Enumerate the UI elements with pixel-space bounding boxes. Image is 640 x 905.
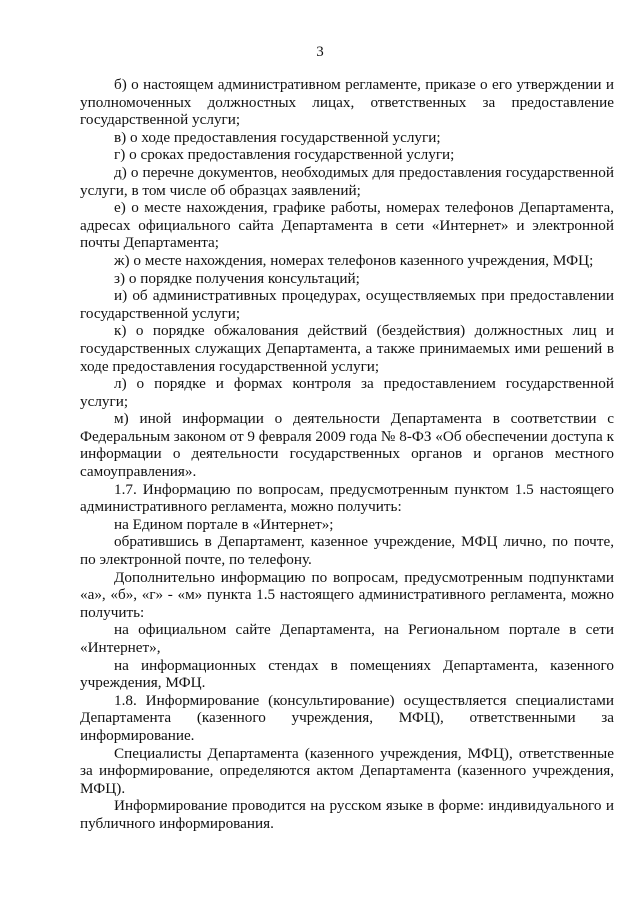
paragraph-m: м) иной информации о деятельности Департамента в соответствии с Федеральным законом от 9 февраля 2009 года № 8-ФЗ «Об обеспечении доступа к информации о деятельности государственных органов и органов местного самоуправления».	[80, 410, 614, 481]
paragraph-language: Информирование проводится на русском языке в форме: индивидуального и публичного информирования.	[80, 797, 614, 832]
paragraph-official-site: на официальном сайте Департамента, на Региональном портале в сети «Интернет»,	[80, 621, 614, 656]
document-body	[80, 76, 614, 833]
paragraph-k: к) о порядке обжалования действий (бездействия) должностных лиц и государственных служащих Департамента, а также принимаемых ими решений в ходе предоставления государственной услуги;	[80, 322, 614, 375]
paragraph-1-7: 1.7. Информацию по вопросам, предусмотренным пунктом 1.5 настоящего административного регламента, можно получить:	[80, 480, 614, 516]
paragraph-info-stands: на информационных стендах в помещениях Департамента, казенного учреждения, МФЦ.	[80, 656, 614, 692]
paragraph-unified-portal: на Едином портале в «Интернет»;	[114, 515, 334, 533]
paragraph-i: и) об административных процедурах, осуществляемых при предоставлении государственной услуги;	[80, 287, 614, 322]
paragraph-specialists: Специалисты Департамента (казенного учреждения, МФЦ), ответственные за информирование, определяются актом Департамента (казенного учреждения, МФЦ).	[80, 744, 614, 797]
paragraph-l: л) о порядке и формах контроля за предоставлением государственной услуги;	[80, 375, 614, 410]
page-number: 3	[316, 44, 324, 60]
paragraph-e: е) о месте нахождения, графике работы, номерах телефонов Департамента, адресах официального сайта Департамента в сети «Интернет» и электронной почты Департамента;	[80, 199, 614, 252]
paragraph-g: г) о сроках предоставления государственной услуги;	[114, 146, 455, 164]
paragraph-v: в) о ходе предоставления государственной услуги;	[114, 128, 441, 146]
paragraph-contact-department: обратившись в Департамент, казенное учреждение, МФЦ лично, по почте, по электронной почте, по телефону.	[80, 533, 614, 569]
paragraph-zh: ж) о месте нахождения, номерах телефонов казенного учреждения, МФЦ;	[114, 251, 594, 269]
paragraph-additional-info: Дополнительно информацию по вопросам, предусмотренным подпунктами «а», «б», «г» - «м» пункта 1.5 настоящего административного регламента, можно получить:	[80, 568, 614, 621]
paragraph-1-8: 1.8. Информирование (консультирование) осуществляется специалистами Департамента (казенного учреждения, МФЦ), ответственными за информирование.	[80, 691, 614, 744]
paragraph-d: д) о перечне документов, необходимых для предоставления государственной услуги, в том числе об образцах заявлений;	[80, 163, 614, 199]
paragraph-z: з) о порядке получения консультаций;	[114, 269, 360, 287]
paragraph-b: б) о настоящем административном регламенте, приказе о его утверждении и уполномоченных должностных лицах, ответственных за предоставление государственной услуги;	[80, 76, 614, 129]
